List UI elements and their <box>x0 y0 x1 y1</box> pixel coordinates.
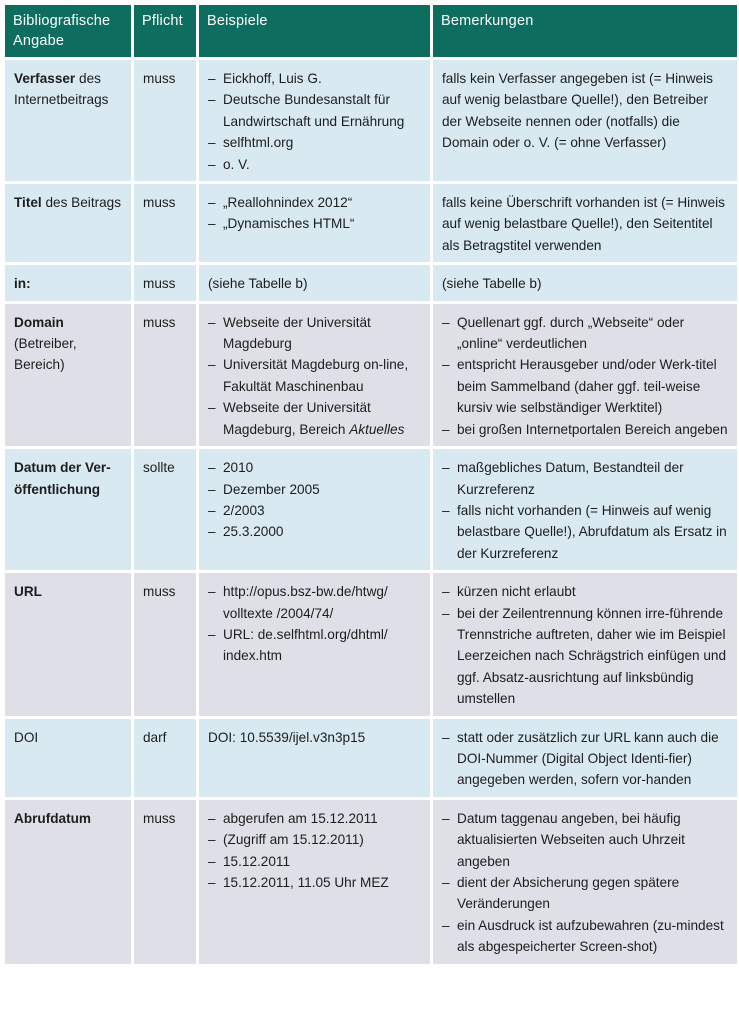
cell-label <box>5 304 131 446</box>
remark-item: – statt oder zusätzlich zur URL kann auch die DOI-Nummer (Digital Object Identi-fier) angegeben werden, sofern vor-handen <box>442 727 728 791</box>
cell-label <box>5 184 131 262</box>
example-item: – 15.12.2011, 11.05 Uhr MEZ <box>208 872 421 893</box>
header-bemerkungen: Bemerkungen <box>433 5 737 57</box>
cell-pflicht: muss <box>134 304 196 446</box>
cell-remarks <box>433 800 737 964</box>
example-item: – Deutsche Bundesanstalt für Landwirtschaft und Ernährung <box>208 89 421 132</box>
examples-list <box>208 581 421 667</box>
example-item: – Dezember 2005 <box>208 479 421 500</box>
cell-remarks: (siehe Tabelle b) <box>433 265 737 300</box>
example-item: – „Reallohnindex 2012“ <box>208 192 421 213</box>
row-label: in: <box>14 276 31 292</box>
remark-item: – dient der Absicherung gegen spätere Veränderungen <box>442 872 728 915</box>
header-beispiele: Beispiele <box>199 5 430 57</box>
example-item: – (Zugriff am 15.12.2011) <box>208 829 421 850</box>
row-label: URL <box>14 584 42 600</box>
remark-item: – Datum taggenau angeben, bei häufig aktualisierten Webseiten auch Uhrzeit angeben <box>442 808 728 872</box>
example-item: – selfhtml.org <box>208 132 421 153</box>
row-label: DOI <box>14 729 39 745</box>
table-row-verfasser <box>5 60 737 181</box>
row-label: Datum der Ver-öffentlichung <box>14 460 111 497</box>
cell-pflicht: muss <box>134 573 196 715</box>
remarks-list <box>442 727 728 791</box>
remark-item: – bei der Zeilentrennung können irre-führende Trennstriche auftreten, daher wie im Beispiel Leerzeichen nach Schrägstrich einfügen und ggf. Absatz-ausrichtung auf linksbündig umstellen <box>442 603 728 710</box>
examples-list <box>208 457 421 543</box>
cell-examples: (siehe Tabelle b) <box>199 265 430 300</box>
table-row-titel <box>5 184 737 262</box>
example-item: – 2/2003 <box>208 500 421 521</box>
header-bibliografische-angabe: Bibliografische Angabe <box>5 5 131 57</box>
cell-pflicht: sollte <box>134 449 196 570</box>
remark-item: – maßgebliches Datum, Bestandteil der Kurzreferenz <box>442 457 728 500</box>
table-row-datum <box>5 449 737 570</box>
cell-label <box>5 60 131 181</box>
cell-examples <box>199 800 430 964</box>
example-item: – 15.12.2011 <box>208 851 421 872</box>
examples-list <box>208 312 421 440</box>
row-label: Titel <box>14 195 42 211</box>
table-row-abrufdatum <box>5 800 737 964</box>
cell-examples <box>199 449 430 570</box>
table-row-doi <box>5 719 737 797</box>
remark-item: – kürzen nicht erlaubt <box>442 581 728 602</box>
example-item: – URL: de.selfhtml.org/dhtml/ index.htm <box>208 624 421 667</box>
example-item: – Eickhoff, Luis G. <box>208 68 421 89</box>
citation-table <box>2 2 739 967</box>
table-row-domain <box>5 304 737 446</box>
example-item: – Webseite der Universität Magdeburg <box>208 312 421 355</box>
remarks-list <box>442 808 728 958</box>
cell-remarks <box>433 719 737 797</box>
cell-pflicht: muss <box>134 800 196 964</box>
example-item: – http://opus.bsz-bw.de/htwg/ volltexte /2004/74/ <box>208 581 421 624</box>
cell-remarks: falls kein Verfasser angegeben ist (= Hinweis auf wenig belastbare Quelle!), den Betreiber der Webseite nennen oder (notfalls) die Domain oder o. V. (= ohne Verfasser) <box>433 60 737 181</box>
example-item: – 25.3.2000 <box>208 521 421 542</box>
cell-pflicht: muss <box>134 184 196 262</box>
cell-pflicht: darf <box>134 719 196 797</box>
table-row-url <box>5 573 737 715</box>
example-item: – Webseite der Universität Magdeburg, Bereich Aktuelles <box>208 397 421 440</box>
cell-remarks <box>433 304 737 446</box>
cell-remarks <box>433 573 737 715</box>
remark-item: – bei großen Internetportalen Bereich angeben <box>442 419 728 440</box>
cell-label <box>5 573 131 715</box>
example-item: – 2010 <box>208 457 421 478</box>
cell-pflicht: muss <box>134 265 196 300</box>
remark-item: – Quellenart ggf. durch „Webseite“ oder „online“ verdeutlichen <box>442 312 728 355</box>
example-item: – Universität Magdeburg on-line, Fakultät Maschinenbau <box>208 354 421 397</box>
table-row-in <box>5 265 737 300</box>
row-label-suffix: des Internetbeitrags <box>14 71 109 108</box>
row-label-suffix: des Beitrags <box>41 195 122 211</box>
remark-item: – ein Ausdruck ist aufzubewahren (zu-mindest als abgespeicherter Screen-shot) <box>442 915 728 958</box>
cell-examples <box>199 304 430 446</box>
cell-examples <box>199 184 430 262</box>
cell-examples <box>199 60 430 181</box>
remarks-list <box>442 581 728 709</box>
examples-list <box>208 808 421 894</box>
row-label-sub: (Betreiber, Bereich) <box>14 336 77 373</box>
remarks-list <box>442 312 728 440</box>
examples-list <box>208 192 421 235</box>
remarks-list <box>442 457 728 564</box>
cell-label <box>5 800 131 964</box>
cell-remarks <box>433 449 737 570</box>
table-header-row <box>5 5 737 57</box>
row-label: Domain <box>14 314 64 330</box>
citation-table-container <box>2 2 737 967</box>
italic-fragment: Aktuelles <box>349 421 405 437</box>
cell-label <box>5 719 131 797</box>
row-label: Verfasser <box>14 71 76 86</box>
cell-label <box>5 449 131 570</box>
cell-pflicht: muss <box>134 60 196 181</box>
cell-label <box>5 265 131 300</box>
header-pflicht: Pflicht <box>134 5 196 57</box>
cell-examples: DOI: 10.5539/ijel.v3n3p15 <box>199 719 430 797</box>
cell-examples <box>199 573 430 715</box>
example-item: – „Dynamisches HTML“ <box>208 213 421 234</box>
row-label: Abrufdatum <box>14 810 92 826</box>
cell-remarks: falls keine Überschrift vorhanden ist (= Hinweis auf wenig belastbare Quelle!), den Seitentitel als Betragstitel verwenden <box>433 184 737 262</box>
example-item: – abgerufen am 15.12.2011 <box>208 808 421 829</box>
remark-item: – falls nicht vorhanden (= Hinweis auf wenig belastbare Quelle!), Abrufdatum als Ersatz in der Kurzreferenz <box>442 500 728 564</box>
examples-list <box>208 68 421 175</box>
remark-item: – entspricht Herausgeber und/oder Werk-titel beim Sammelband (daher ggf. teil-weise kursiv wie selbständiger Werktitel) <box>442 354 728 418</box>
example-item: – o. V. <box>208 154 421 175</box>
